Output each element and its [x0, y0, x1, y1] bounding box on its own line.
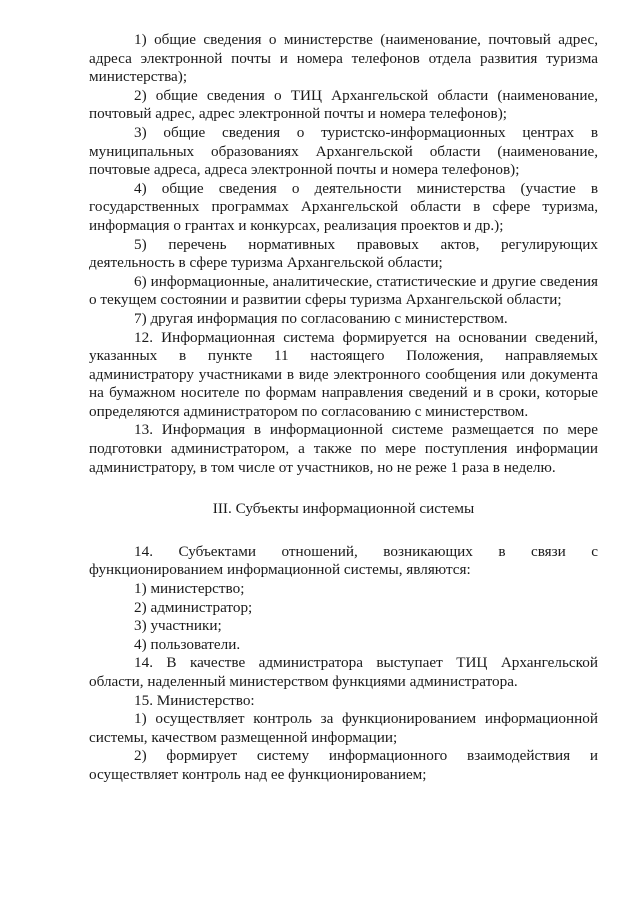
paragraph-clause-15: 15. Министерство:	[134, 691, 255, 709]
paragraph-subject-administrator: 2) администратор;	[134, 598, 253, 616]
paragraph-clause-12: 12. Информационная система формируется на основании сведений, указанных в пункте 11 настоящего Положения, направляемых администратору участниками в виде электронного сообщения или документа на бумажном носителе по формам направления сведений и в сроки, которые определяются администратором по согласованию с министерством.	[89, 328, 598, 420]
section-heading: III. Субъекты информационной системы	[212, 500, 475, 518]
paragraph-item-general-municipal-centers: 3) общие сведения о туристско-информационных центрах в муниципальных образованиях Архангельской области (наименование, почтовые адреса, адреса электронной почты и номера телефонов);	[89, 123, 598, 179]
paragraph-ministry-system: 2) формирует систему информационного взаимодействия и осуществляет контроль над ее функционированием;	[89, 747, 598, 783]
paragraph-subject-participants: 3) участники;	[134, 617, 222, 635]
paragraph-item-ministry-activity: 4) общие сведения о деятельности министерства (участие в государственных программах Архангельской области в сфере туризма, информация о грантах и конкурсах, реализация проектов и др.);	[89, 179, 598, 234]
paragraph-clause-13: 13. Информация в информационной системе размещается по мере подготовки администратором, а также по мере поступления информации администратору, в том числе от участников, но не реже 1 раза в неделю.	[89, 421, 598, 476]
paragraph-clause-14-subjects: 14. Субъектами отношений, возникающих в связи с функционированием информационной системы, являются:	[89, 542, 598, 579]
paragraph-item-legal-acts: 5) перечень нормативных правовых актов, регулирующих деятельность в сфере туризма Архангельской области;	[89, 235, 598, 272]
paragraph-item-other-info: 7) другая информация по согласованию с министерством.	[134, 309, 508, 327]
paragraph-subject-users: 4) пользователи.	[134, 635, 241, 653]
paragraph-subject-ministry: 1) министерство;	[134, 580, 245, 598]
paragraph-clause-14-administrator: 14. В качестве администратора выступает ТИЦ Архангельской области, наделенный министерством функциями администратора.	[89, 654, 598, 690]
paragraph-item-analytics: 6) информационные, аналитические, статистические и другие сведения о текущем состоянии и развитии сферы туризма Архангельской области;	[89, 272, 598, 309]
paragraphs-top	[89, 31, 598, 477]
paragraph-ministry-control: 1) осуществляет контроль за функционированием информационной системы, качеством размещенной информации;	[89, 710, 598, 746]
paragraphs-bottom	[89, 543, 598, 785]
paragraph-item-general-tic: 2) общие сведения о ТИЦ Архангельской области (наименование, почтовый адрес, адрес электронной почты и номера телефонов);	[89, 86, 598, 123]
paragraph-item-general-ministry: 1) общие сведения о министерстве (наименование, почтовый адрес, адреса электронной почты и номера телефонов отдела развития туризма министерства);	[89, 31, 598, 86]
